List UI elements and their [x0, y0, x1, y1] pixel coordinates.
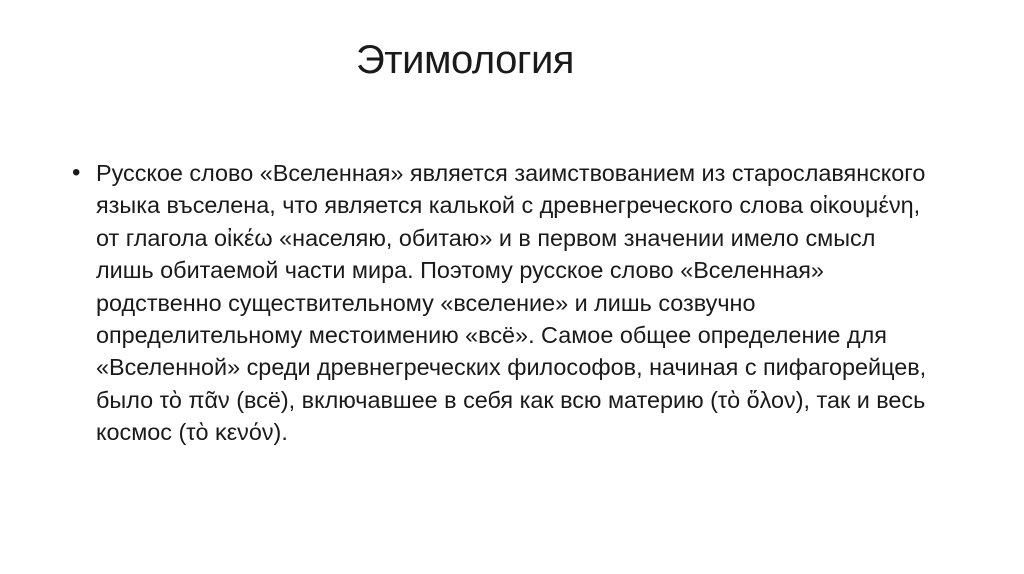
- bullet-item: [72, 157, 932, 449]
- slide-content: [72, 157, 932, 449]
- slide-title: Этимология: [356, 38, 574, 82]
- bullet-text: Русское слово «Вселенная» является заимствованием из старославянского языка въселена, что является калькой с древнегреческого слова οἰκουμένη, от глагола οἰκέω «населяю, обитаю» и в первом значении имело смысл лишь обитаемой части мира. Поэтому русское слово «Вселенная» родственно существительному «вселение» и лишь созвучно определительному местоимению «всё». Самое общее определение для «Вселенной» среди древнегреческих философов, начиная с пифагорейцев, было τὸ πᾶν (всё), включавшее в себя как всю материю (τὸ ὅλον), так и весь космос (τὸ κενόν).: [96, 160, 927, 446]
- bullet-dot-icon: •: [72, 159, 81, 186]
